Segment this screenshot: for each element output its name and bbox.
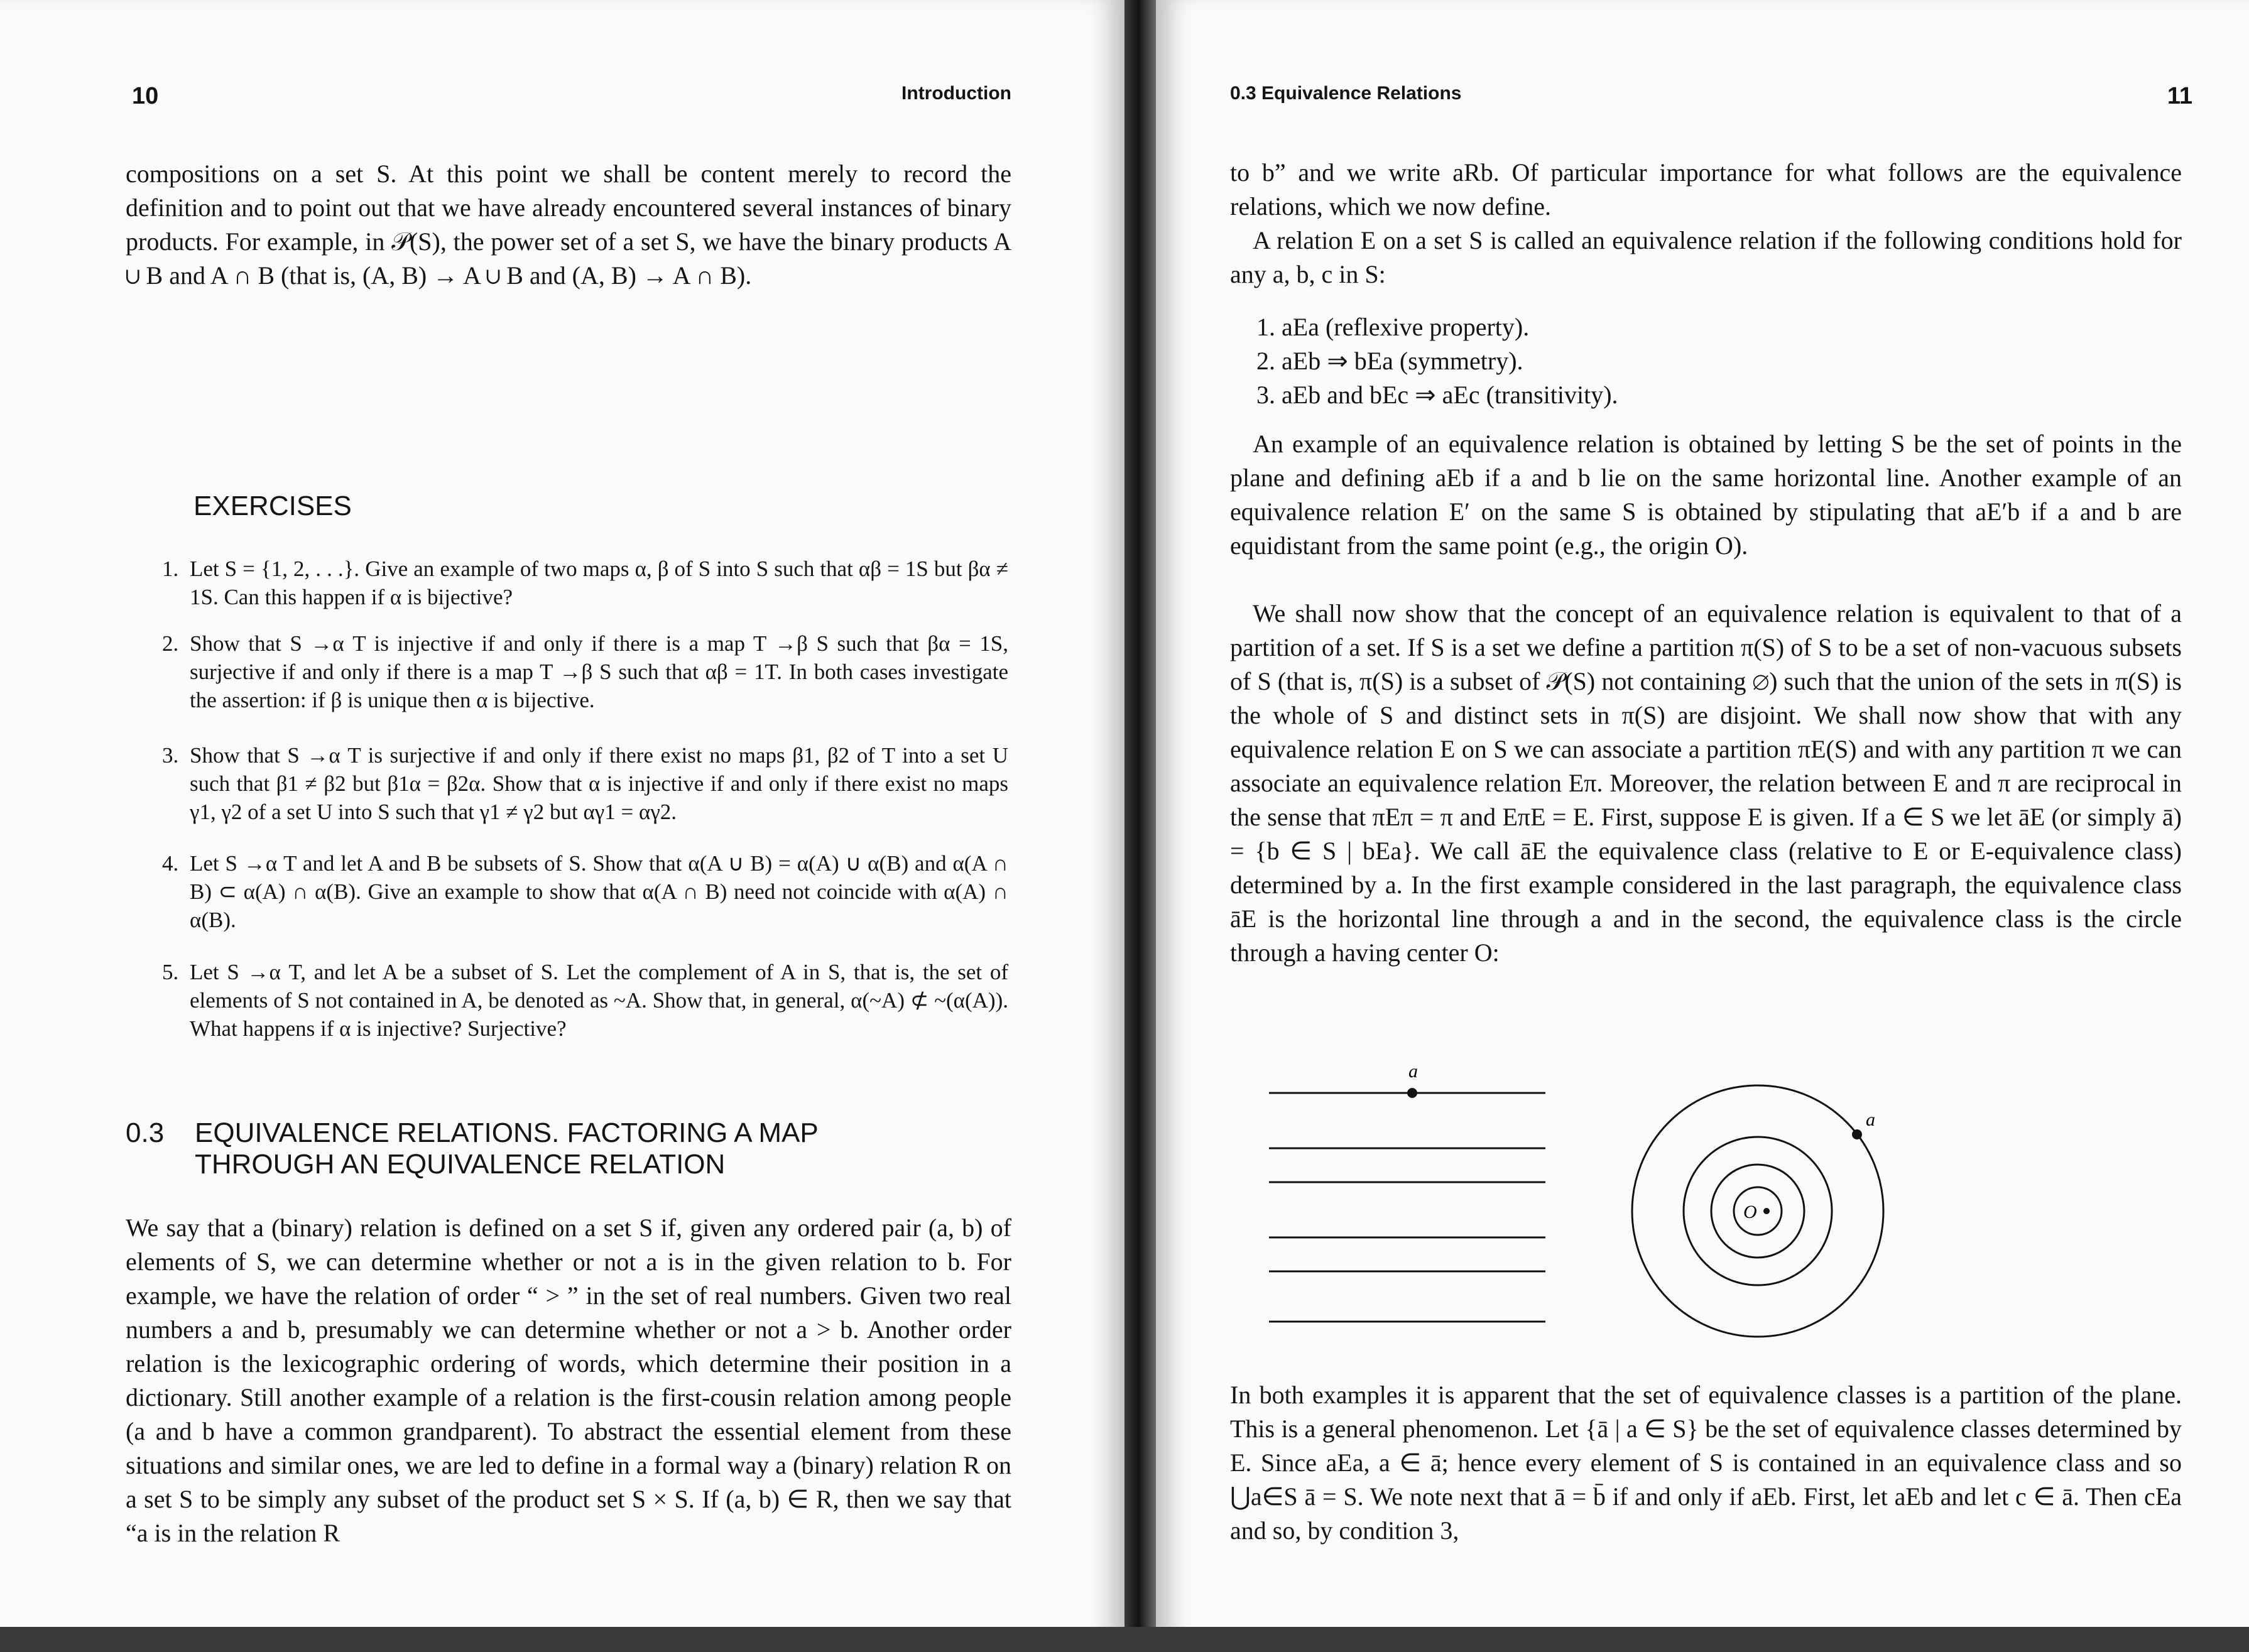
- exercises-heading: EXERCISES: [193, 491, 352, 521]
- paragraph-5: In both examples it is apparent that the set of equivalence classes is a partition of the plane. This is a general phenomenon. Let {ā | a ∈ S} be the set of equivalence classes determined by E. Since aEa, a ∈ ā; hence every element of S is contained in an equivalence class and so ⋃a∈S ā = S. We note next that ā = b̄ if and only if aEb. First, let aEb and let c ∈ ā. Then cEa and so, by condition 3,: [1230, 1381, 2182, 1545]
- exercise-item: [162, 741, 1008, 826]
- condition-1: 1. aEa (reflexive property).: [1256, 313, 1530, 341]
- section-paragraph: We say that a (binary) relation is defined on a set S if, given any ordered pair (a, b) of elements of S, we can determine whether or not a is in the given relation to b. For example, we have the relation of order “ > ” in the set of real numbers. Given two real numbers a and b, presumably we can determine whether or not a > b. Another order relation is the lexicographic ordering of words, which determine their position in a dictionary. Still another example of a relation is the first-cousin relation among people (a and b have a common grandparent). To abstract the essential element from these situations and similar ones, we are led to define in a formal way a (binary) relation R on a set S to be simply any subset of the product set S × S. If (a, b) ∈ R, then we say that “a is in the relation R: [126, 1214, 1011, 1547]
- page-number: 11: [2167, 83, 2192, 109]
- exercise-text: Show that S →α T is injective if and only if there is a map T →β S such that βα = 1S, surjective if and only if there is a map T →β S such that αβ = 1T. In both cases investigate the assertion: if β is unique then α is bijective.: [190, 631, 1008, 712]
- inner-circle: [1711, 1165, 1804, 1258]
- equivalence-class-figure: [1269, 1043, 1998, 1338]
- point-on-circle: [1852, 1129, 1862, 1139]
- scan-bottom-edge: [0, 1627, 2249, 1652]
- page-number: 10: [132, 83, 159, 109]
- horizontal-lines: [1269, 1061, 1545, 1322]
- book-spine: [1124, 0, 1156, 1652]
- center-label: O: [1743, 1202, 1757, 1222]
- line-point-label: a: [1408, 1061, 1418, 1082]
- section-number: 0.3: [126, 1117, 165, 1148]
- exercise-number: 3.: [162, 743, 179, 768]
- center-point: [1763, 1208, 1770, 1214]
- exercise-item: [162, 555, 1008, 611]
- left-page: [0, 0, 1124, 1652]
- exercise-number: 5.: [162, 960, 179, 984]
- paragraph-3: An example of an equivalence relation is obtained by letting S be the set of points in the plane and defining aEb if a and b lie on the same horizontal line. Another example of an equivalence relation E′ on the same S is obtained by stipulating that aE′b if a and b are equidistant from the same point (e.g., the origin O).: [1230, 430, 2182, 560]
- center-circle: [1734, 1187, 1782, 1235]
- paragraph-2: A relation E on a set S is called an equivalence relation if the following conditions hold for any a, b, c in S:: [1230, 226, 2182, 288]
- circle-point-label: a: [1866, 1109, 1875, 1130]
- concentric-circles: [1632, 1085, 1883, 1337]
- outer-circle: [1632, 1085, 1883, 1337]
- running-head: Introduction: [901, 83, 1011, 104]
- middle-circle: [1684, 1137, 1832, 1285]
- exercise-text: Let S →α T, and let A be a subset of S. Let the complement of A in S, that is, the set of elements of S not contained in A, be denoted as ~A. Show that, in general, α(~A) ⊄ ~(α(A)). What happens if α is injective? Surjective?: [190, 960, 1008, 1041]
- point-on-line: [1407, 1088, 1417, 1098]
- section-title-line1: EQUIVALENCE RELATIONS. FACTORING A MAP: [195, 1117, 819, 1148]
- exercise-item: [162, 629, 1008, 714]
- exercise-item: [162, 849, 1008, 934]
- condition-2: 2. aEb ⇒ bEa (symmetry).: [1256, 347, 1523, 375]
- paragraph-4: We shall now show that the concept of an equivalence relation is equivalent to that of a partition of a set. If S is a set we define a partition π(S) of S to be a set of non-vacuous subsets of S (that is, π(S) is a subset of 𝒫(S) not containing ∅) such that the union of the sets in π(S) is the whole of S and distinct sets in π(S) are disjoint. We shall now show that with any equivalence relation E on S we can associate a partition πE(S) and with any partition π we can associate an equivalence relation Eπ. Moreover, the relation between E and π are reciprocal in the sense that πEπ = π and EπE = E. First, suppose E is given. If a ∈ S we let āE (or simply ā) = {b ∈ S | bEa}. We call āE the equivalence class (relative to E or E-equivalence class) determined by a. In the first example considered in the last paragraph, the equivalence class āE is the horizontal line through a and in the second, the equivalence class is the circle through a having center O:: [1230, 599, 2182, 967]
- paragraph-1: to b” and we write aRb. Of particular importance for what follows are the equivalence relations, which we now define.: [1230, 158, 2182, 220]
- exercise-item: [162, 958, 1008, 1043]
- intro-paragraph: compositions on a set S. At this point we shall be content merely to record the definition and to point out that we have already encountered several instances of binary products. For example, in 𝒫(S), the power set of a set S, we have the binary products A ∪ B and A ∩ B (that is, (A, B) → A ∪ B and (A, B) → A ∩ B).: [126, 160, 1011, 290]
- exercise-text: Show that S →α T is surjective if and only if there exist no maps β1, β2 of T into a set U such that β1 ≠ β2 but β1α = β2α. Show that α is injective if and only if there exist no maps γ1, γ2 of a set U into S such that γ1 ≠ γ2 but αγ1 = αγ2.: [190, 743, 1008, 824]
- right-page: [1156, 0, 2249, 1652]
- exercise-number: 1.: [162, 557, 179, 581]
- exercise-number: 4.: [162, 851, 179, 876]
- exercise-text: Let S = {1, 2, . . .}. Give an example of two maps α, β of S into S such that αβ = 1S but βα ≠ 1S. Can this happen if α is bijective?: [190, 557, 1008, 609]
- condition-3: 3. aEb and bEc ⇒ aEc (transitivity).: [1256, 381, 1618, 409]
- exercise-text: Let S →α T and let A and B be subsets of S. Show that α(A ∪ B) = α(A) ∪ α(B) and α(A ∩ B) ⊂ α(A) ∩ α(B). Give an example to show that α(A ∩ B) need not coincide with α(A) ∩ α(B).: [190, 851, 1008, 932]
- section-title-line2: THROUGH AN EQUIVALENCE RELATION: [195, 1149, 726, 1180]
- running-head: 0.3 Equivalence Relations: [1230, 83, 1462, 104]
- exercise-number: 2.: [162, 631, 179, 656]
